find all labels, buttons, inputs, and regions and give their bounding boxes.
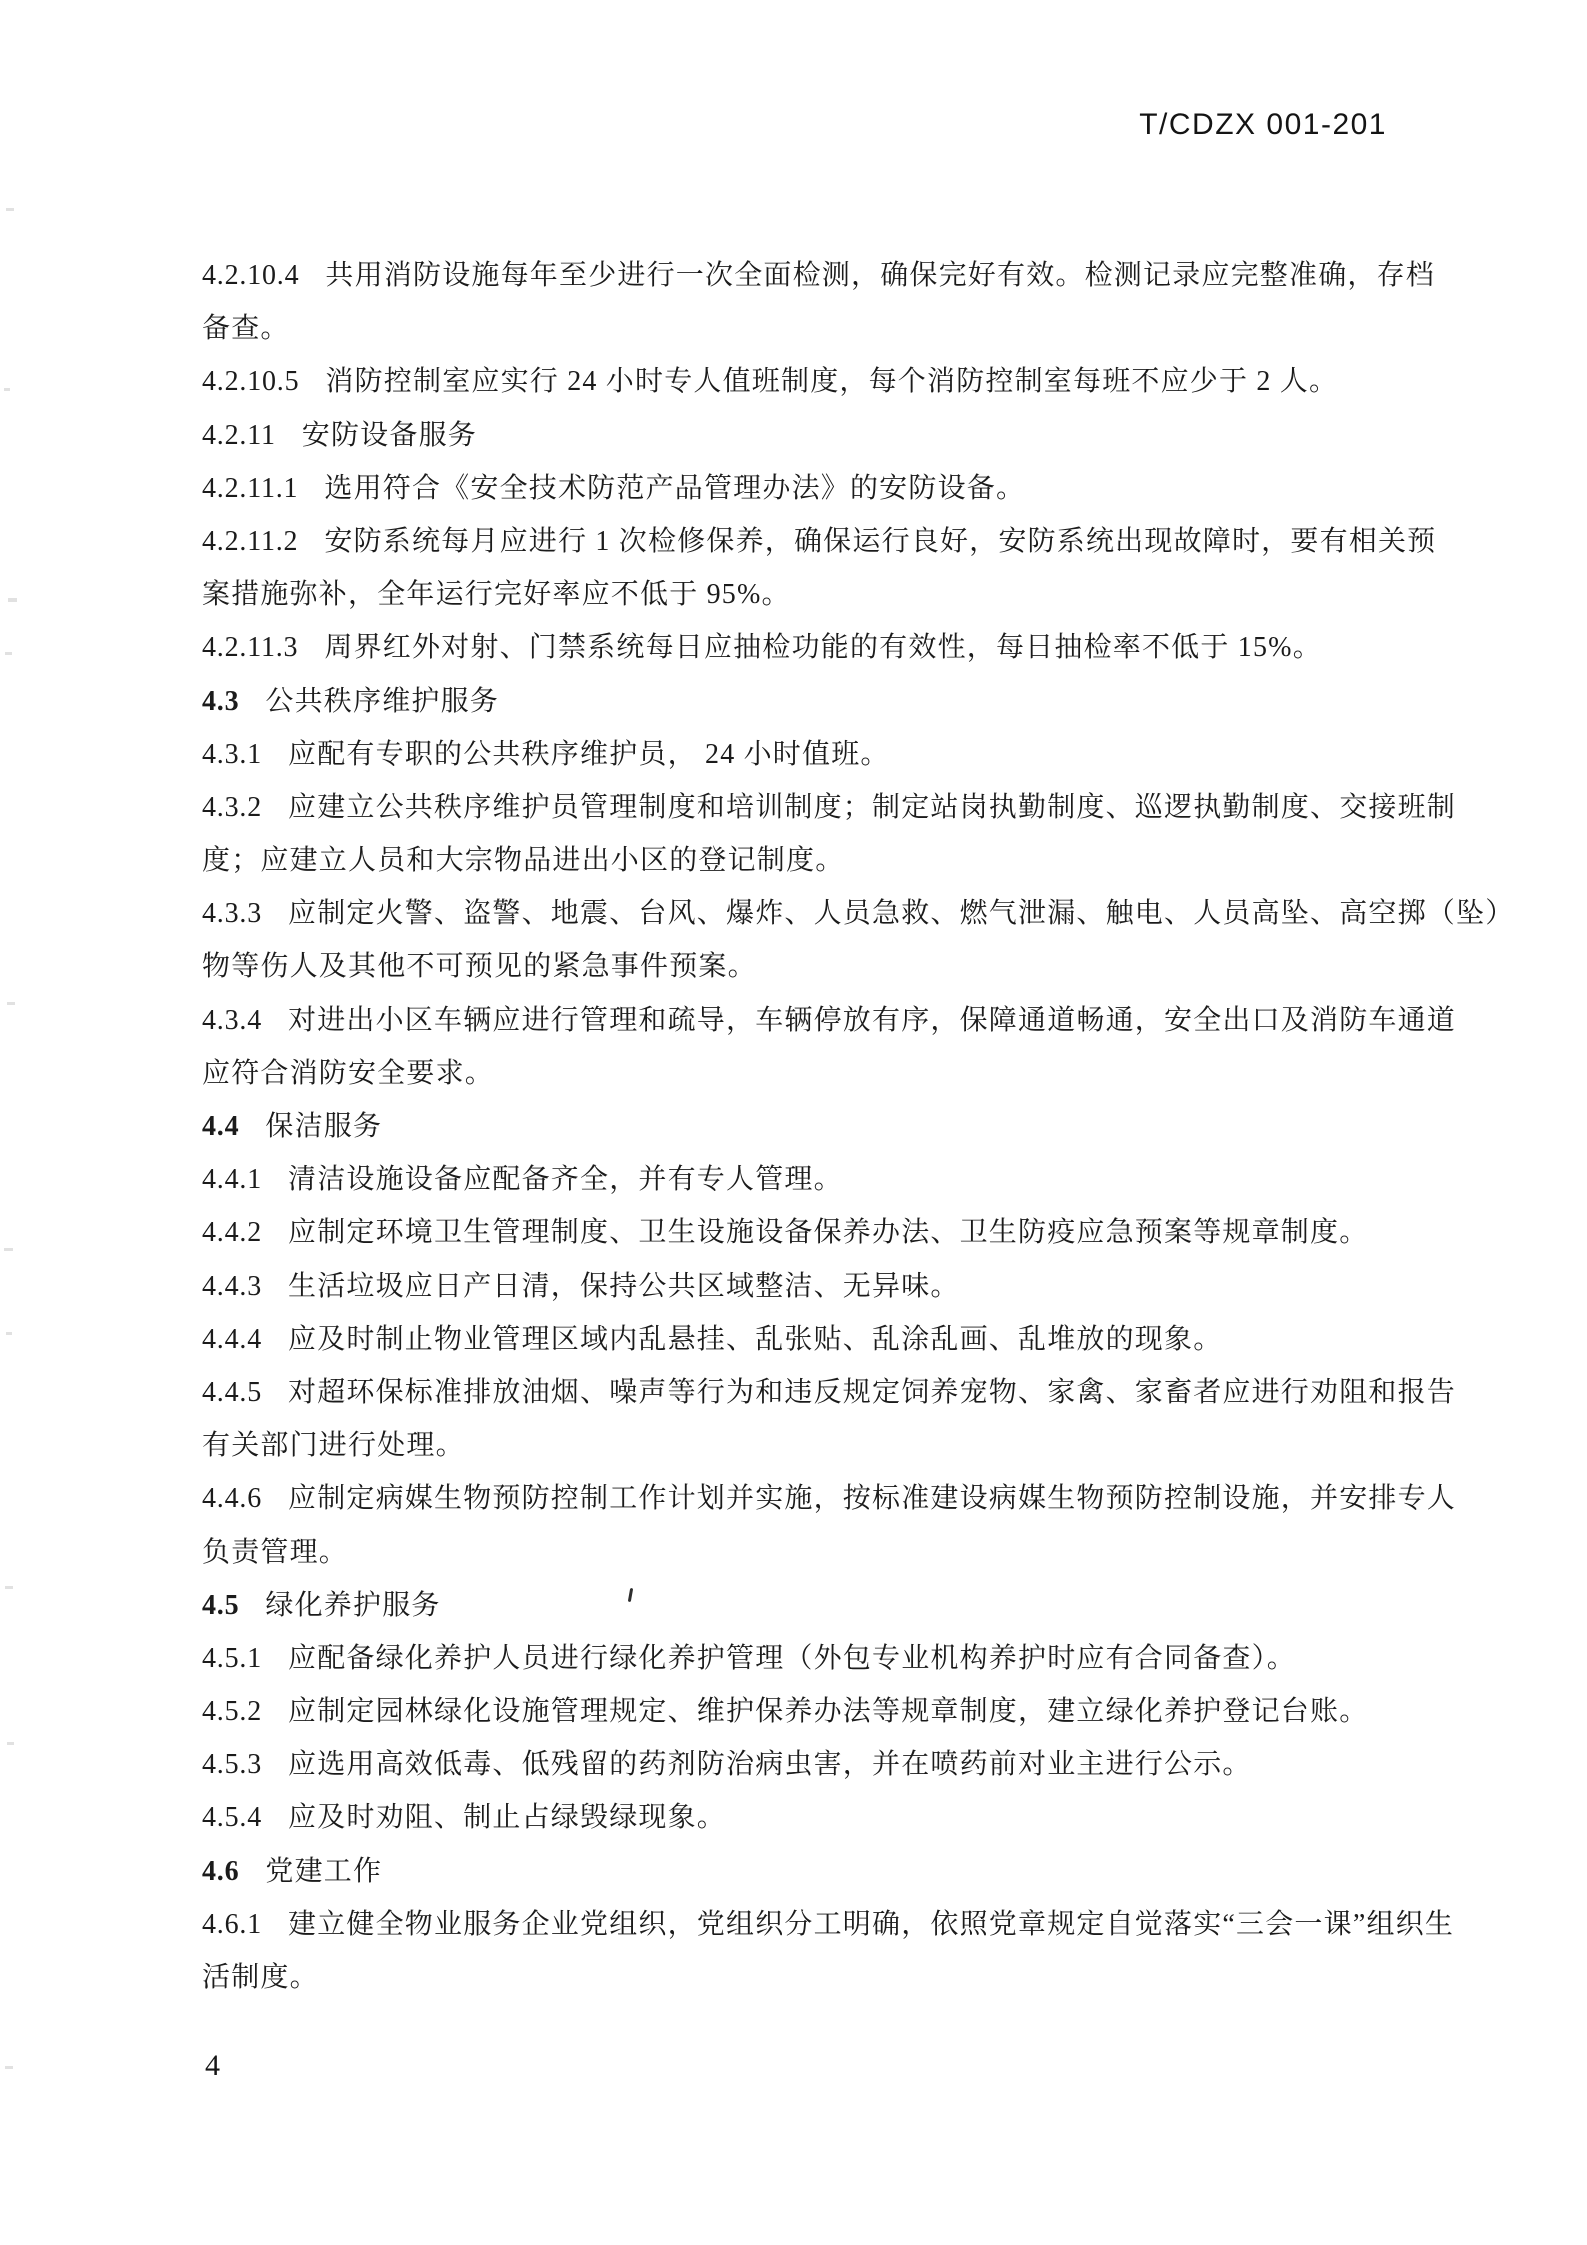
clause-number: 4.4.1 xyxy=(202,1164,262,1196)
scan-noise xyxy=(7,1002,15,1005)
clause-number: 4.4.5 xyxy=(202,1376,262,1408)
document-line xyxy=(202,1526,1462,1579)
clause-number: 4.4 xyxy=(202,1111,240,1142)
clause-text: 度；应建立人员和大宗物品进出小区的登记制度。 xyxy=(202,845,845,877)
clause-text: 应建立公共秩序维护员管理制度和培训制度；制定站岗执勤制度、巡逻执勤制度、交接班制 xyxy=(288,791,1457,823)
standard-code-header: T/CDZX 001-201 xyxy=(1139,108,1387,141)
clause-number: 4.5 xyxy=(202,1589,240,1621)
document-line xyxy=(202,1419,1462,1472)
scan-noise xyxy=(4,388,10,391)
clause-text: 公共秩序维护服务 xyxy=(265,685,500,717)
clause-number: 4.2.11.3 xyxy=(202,632,299,664)
scan-noise xyxy=(6,208,14,211)
scan-noise xyxy=(5,1586,13,1589)
clause-text: 应配备绿化养护人员进行绿化养护管理（外包专业机构养护时应有合同备查）。 xyxy=(288,1642,1297,1674)
clause-text: 案措施弥补，全年运行完好率应不低于 95%。 xyxy=(202,579,791,611)
clause-text: 安防设备服务 xyxy=(301,419,477,451)
document-line xyxy=(202,675,1462,728)
clause-text: 保洁服务 xyxy=(265,1111,383,1142)
clause-number: 4.4.6 xyxy=(202,1483,262,1515)
clause-number: 4.2.11.2 xyxy=(202,525,299,557)
clause-text: 应制定园林绿化设施管理规定、维护保养办法等规章制度，建立绿化养护登记台账。 xyxy=(288,1696,1369,1728)
page-number: 4 xyxy=(205,2049,220,2082)
clause-number: 4.4.2 xyxy=(202,1217,262,1249)
clause-number: 4.2.10.4 xyxy=(202,260,300,291)
clause-number: 4.2.11.1 xyxy=(202,472,299,504)
document-line xyxy=(202,1632,1462,1685)
clause-number: 4.5.1 xyxy=(202,1642,262,1674)
clause-text: 应选用高效低毒、低残留的药剂防治病虫害，并在喷药前对业主进行公示。 xyxy=(288,1749,1252,1781)
document-line xyxy=(202,1579,1462,1632)
document-line xyxy=(202,515,1462,568)
clause-number: 4.3 xyxy=(202,685,240,717)
clause-text: 应制定环境卫生管理制度、卫生设施设备保养办法、卫生防疫应急预案等规章制度。 xyxy=(288,1217,1369,1249)
document-line xyxy=(202,1100,1462,1153)
clause-text: 建立健全物业服务企业党组织，党组织分工明确，依照党章规定自觉落实“三会一课”组织生 xyxy=(288,1908,1455,1940)
clause-number: 4.5.3 xyxy=(202,1749,262,1781)
scan-noise xyxy=(4,1248,13,1251)
clause-number: 4.3.3 xyxy=(202,898,262,930)
clause-number: 4.4.4 xyxy=(202,1323,262,1355)
clause-text: 备查。 xyxy=(202,313,290,345)
clause-number: 4.4.3 xyxy=(202,1270,262,1302)
clause-text: 应制定火警、盗警、地震、台风、爆炸、人员急救、燃气泄漏、触电、人员高坠、高空掷（坠） xyxy=(288,898,1515,930)
document-line xyxy=(202,1366,1462,1419)
document-line xyxy=(202,1738,1462,1791)
clause-number: 4.6.1 xyxy=(202,1908,262,1940)
clause-number: 4.5.2 xyxy=(202,1696,262,1728)
document-line xyxy=(202,409,1462,462)
document-line xyxy=(202,1951,1462,2004)
scan-noise xyxy=(5,652,12,655)
clause-number: 4.3.1 xyxy=(202,738,262,770)
clause-text: 物等伤人及其他不可预见的紧急事件预案。 xyxy=(202,951,757,983)
clause-text: 生活垃圾应日产日清，保持公共区域整洁、无异味。 xyxy=(288,1270,960,1302)
clause-text: 应符合消防安全要求。 xyxy=(202,1057,495,1089)
scan-noise xyxy=(8,598,17,602)
document-line xyxy=(202,887,1515,940)
document-line xyxy=(202,621,1462,674)
clause-number: 4.3.4 xyxy=(202,1004,262,1036)
clause-text: 选用符合《安全技术防范产品管理办法》的安防设备。 xyxy=(324,472,1026,504)
document-line xyxy=(202,1206,1462,1259)
clause-number: 4.6 xyxy=(202,1855,240,1887)
document-line xyxy=(202,781,1462,834)
clause-text: 安防系统每月应进行 1 次检修保养，确保运行良好，安防系统出现故障时，要有相关预 xyxy=(324,525,1437,557)
document-line xyxy=(202,249,1462,302)
scan-noise xyxy=(5,2066,13,2069)
document-line xyxy=(202,355,1462,408)
document-line xyxy=(202,568,1462,621)
clause-text: 活制度。 xyxy=(202,1962,319,1993)
document-line xyxy=(202,940,1462,993)
document-line xyxy=(202,1472,1462,1525)
clause-text: 应及时劝阻、制止占绿毁绿现象。 xyxy=(288,1802,727,1834)
clause-text: 党建工作 xyxy=(265,1855,383,1887)
clause-text: 对超环保标准排放油烟、噪声等行为和违反规定饲养宠物、家禽、家畜者应进行劝阻和报告 xyxy=(288,1376,1457,1408)
clause-text: 清洁设施设备应配备齐全，并有专人管理。 xyxy=(288,1164,843,1196)
document-line xyxy=(202,1047,1462,1100)
clause-number: 4.2.11 xyxy=(202,419,276,451)
scan-noise xyxy=(6,1332,12,1335)
clause-number: 4.5.4 xyxy=(202,1802,262,1834)
clause-number: 4.2.10.5 xyxy=(202,366,300,398)
document-line xyxy=(202,462,1462,515)
document-line xyxy=(202,834,1462,887)
document-line xyxy=(202,728,1462,781)
document-line xyxy=(202,1845,1462,1898)
document-line xyxy=(202,1153,1462,1206)
clause-text: 共用消防设施每年至少进行一次全面检测，确保完好有效。检测记录应完整准确，存档 xyxy=(325,260,1436,291)
clause-text: 有关部门进行处理。 xyxy=(202,1430,465,1462)
clause-text: 应制定病媒生物预防控制工作计划并实施，按标准建设病媒生物预防控制设施，并安排专人 xyxy=(288,1483,1457,1515)
document-body xyxy=(202,249,1515,2004)
clause-text: 消防控制室应实行 24 小时专人值班制度，每个消防控制室每班不应少于 2 人。 xyxy=(325,366,1339,398)
document-line xyxy=(202,1685,1462,1738)
clause-text: 对进出小区车辆应进行管理和疏导，车辆停放有序，保障通道畅通，安全出口及消防车通道 xyxy=(288,1004,1457,1036)
clause-text: 绿化养护服务 xyxy=(265,1589,441,1621)
clause-number: 4.3.2 xyxy=(202,791,262,823)
document-line xyxy=(202,1313,1462,1366)
clause-text: 负责管理。 xyxy=(202,1536,349,1568)
document-line xyxy=(202,302,1462,355)
scan-noise xyxy=(7,1742,14,1745)
document-line xyxy=(202,1791,1462,1844)
document-line xyxy=(202,1898,1462,1951)
document-line xyxy=(202,1260,1462,1313)
clause-text: 应配有专职的公共秩序维护员， 24 小时值班。 xyxy=(288,738,890,770)
document-line xyxy=(202,994,1462,1047)
clause-text: 周界红外对射、门禁系统每日应抽检功能的有效性，每日抽检率不低于 15%。 xyxy=(324,632,1322,664)
clause-text: 应及时制止物业管理区域内乱悬挂、乱张贴、乱涂乱画、乱堆放的现象。 xyxy=(288,1323,1223,1355)
